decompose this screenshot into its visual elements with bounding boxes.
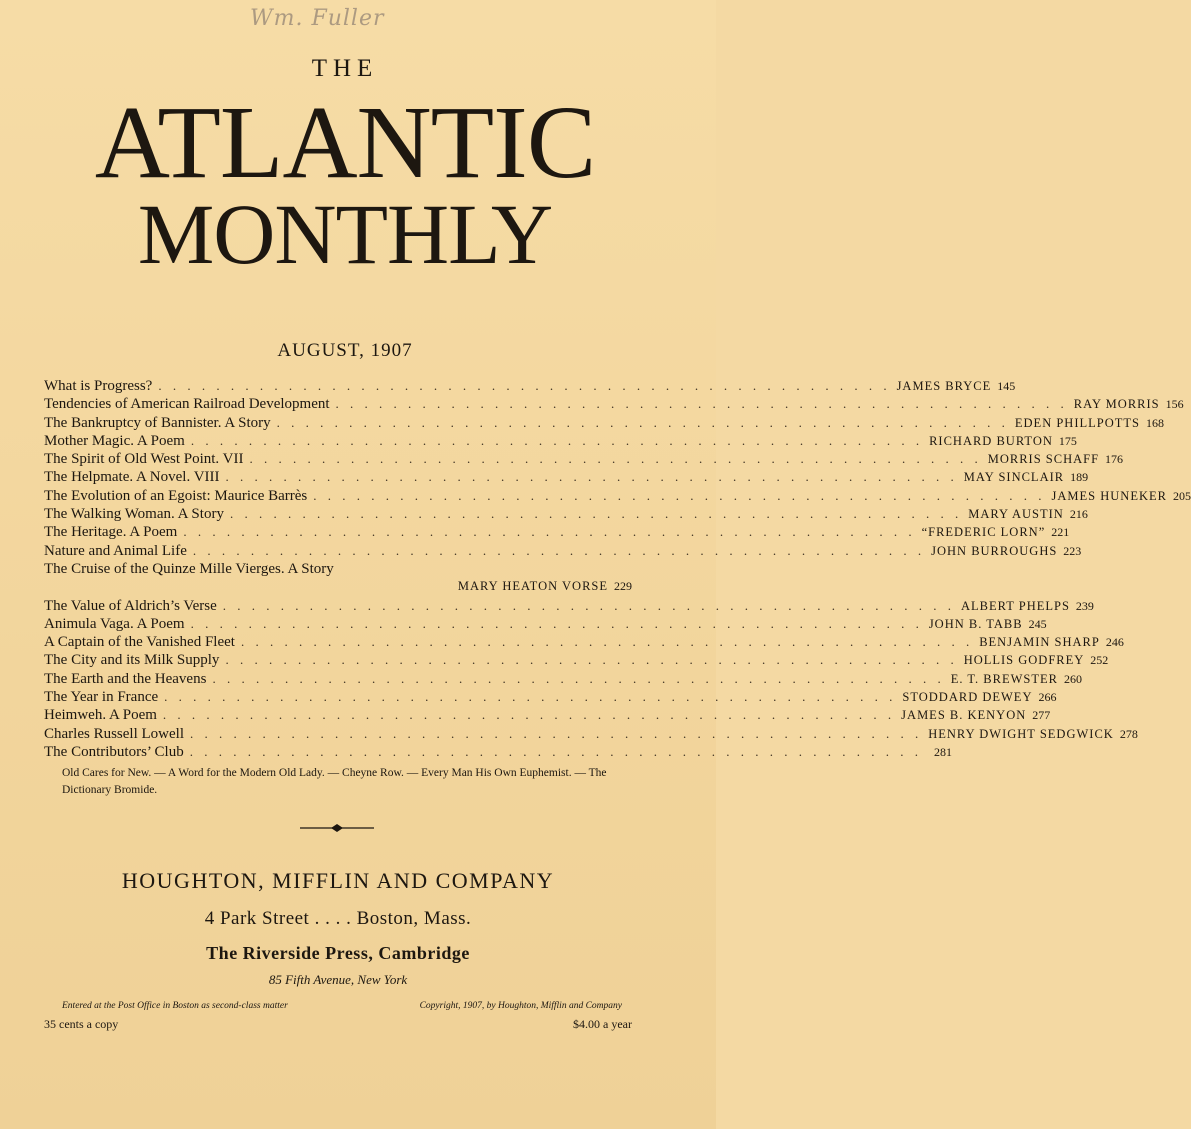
toc-leader-dots: . . . . . . . . . . . . . . . . . . . . . . . . . . . . . . . . . . . . . . . . . . . . . . . . . . .	[189, 725, 923, 741]
price-per-copy: 35 cents a copy	[44, 1017, 119, 1031]
toc-leader-dots: . . . . . . . . . . . . . . . . . . . . . . . . . . . . . . . . . . . . . . . . . . . . . . . . . . .	[164, 689, 897, 705]
toc-entry	[44, 707, 1051, 725]
toc-entry	[44, 414, 1164, 433]
copyright-notice: Copyright, 1907, by Houghton, Mifflin and Company	[419, 1001, 622, 1011]
toc-entry	[44, 579, 632, 597]
toc-article-title: The Walking Woman. A Story	[44, 506, 224, 523]
owner-signature: Wm. Fuller	[250, 6, 385, 31]
toc-page-number: 252	[1090, 653, 1109, 668]
toc-entry	[44, 432, 1077, 451]
toc-page-number: 176	[1105, 452, 1124, 467]
toc-page-number: 260	[1063, 671, 1082, 686]
toc-page-number: 189	[1070, 470, 1089, 485]
toc-author: JAMES BRYCE	[896, 379, 992, 393]
toc-page-number: 175	[1058, 433, 1077, 448]
toc-entry	[44, 689, 1057, 707]
toc-page-number: 281	[933, 744, 952, 759]
toc-article-title: Nature and Animal Life	[44, 542, 187, 559]
toc-page-number: 168	[1145, 415, 1164, 430]
toc-page-number: 246	[1105, 635, 1124, 650]
toc-leader-dots: . . . . . . . . . . . . . . . . . . . . . . . . . . . . . . . . . . . . . . . . . . . . . . . . . . .	[335, 396, 1068, 412]
toc-leader-dots: . . . . . . . . . . . . . . . . . . . . . . . . . . . . . . . . . . . . . . . . . . . . . . . . . . .	[189, 743, 922, 759]
price-per-year: $4.00 a year	[573, 1017, 632, 1031]
toc-entry	[44, 378, 1016, 396]
toc-article-title: The Year in France	[44, 689, 159, 706]
issue-date: AUGUST, 1907	[277, 340, 413, 361]
toc-page-number: 216	[1069, 507, 1088, 522]
toc-entry	[44, 615, 1047, 634]
toc-page-number: 205	[1172, 488, 1191, 503]
toc-entry	[44, 652, 1109, 670]
toc-article-title: A Captain of the Vanished Fleet	[44, 634, 235, 651]
toc-article-title: The Contributors’ Club	[44, 743, 184, 760]
publisher-name: HOUGHTON, MIFFLIN AND COMPANY	[121, 868, 555, 893]
toc-author: MARY AUSTIN	[968, 507, 1064, 522]
toc-article-title: Mother Magic. A Poem	[44, 432, 185, 449]
toc-author: EDEN PHILLPOTTS	[1014, 415, 1140, 430]
toc-leader-dots: . . . . . . . . . . . . . . . . . . . . . . . . . . . . . . . . . . . . . . . . . . . . . . . . . . .	[158, 378, 891, 393]
toc-author: STODDARD DEWEY	[902, 690, 1033, 705]
post-office-entry: Entered at the Post Office in Boston as second-class matter	[62, 1001, 288, 1011]
toc-leader-dots: . . . . . . . . . . . . . . . . . . . . . . . . . . . . . . . . . . . . . . . . . . . . . . . . . . .	[229, 506, 963, 522]
toc-entry	[44, 487, 1191, 506]
toc-entry	[44, 561, 632, 579]
publisher-address: 4 Park Street . . . . Boston, Mass.	[204, 908, 472, 929]
toc-page-number: 221	[1051, 525, 1070, 540]
toc-author: JOHN B. TABB	[928, 616, 1023, 631]
toc-entry	[44, 451, 1124, 469]
toc-article-title: The Evolution of an Egoist: Maurice Barrès	[44, 487, 308, 504]
toc-entry	[44, 634, 1124, 652]
toc-article-title: The Cruise of the Quinze Mille Vierges. A Story	[44, 560, 334, 577]
toc-entry	[44, 524, 1070, 542]
masthead-the: THE	[311, 55, 379, 82]
toc-page-number: 278	[1119, 726, 1138, 741]
new-york-address: 85 Fifth Avenue, New York	[268, 972, 408, 987]
toc-author: MARY HEATON VORSE	[457, 579, 608, 594]
toc-page-number: 245	[1028, 616, 1047, 631]
toc-page-number: 239	[1075, 598, 1094, 613]
toc-article-title: The Bankruptcy of Bannister. A Story	[44, 414, 271, 431]
toc-entry	[44, 743, 952, 762]
legal-notice	[62, 1001, 622, 1011]
toc-page-number: 266	[1038, 690, 1057, 705]
toc-author: JAMES B. KENYON	[901, 708, 1027, 723]
toc-author: HENRY DWIGHT SEDGWICK	[928, 726, 1114, 741]
riverside-press: The Riverside Press, Cambridge	[206, 943, 470, 963]
toc-article-title: What is Progress?	[44, 378, 153, 394]
toc-entry	[44, 542, 1082, 561]
toc-author: E. T. BREWSTER	[950, 671, 1058, 686]
toc-author: JAMES HUNEKER	[1051, 488, 1167, 503]
toc-leader-dots: . . . . . . . . . . . . . . . . . . . . . . . . . . . . . . . . . . . . . . . . . . . . . . . . . . .	[222, 597, 955, 613]
toc-page-number: 229	[614, 579, 632, 594]
toc-leader-dots: . . . . . . . . . . . . . . . . . . . . . . . . . . . . . . . . . . . . . . . . . . . . . . . . . . .	[212, 670, 945, 686]
toc-article-title: Heimweh. A Poem	[44, 707, 157, 724]
toc-entry	[44, 506, 1088, 524]
toc-leader-dots: . . . . . . . . . . . . . . . . . . . . . . . . . . . . . . . . . . . . . . . . . . . . . . . . . . .	[225, 652, 958, 668]
toc-article-title: The City and its Milk Supply	[44, 652, 220, 669]
toc-leader-dots: . . . . . . . . . . . . . . . . . . . . . . . . . . . . . . . . . . . . . . . . . . . . . . . . . . .	[276, 414, 1009, 430]
toc-author: HOLLIS GODFREY	[963, 653, 1085, 668]
toc-author: MAY SINCLAIR	[963, 470, 1065, 485]
toc-author: MORRIS SCHAFF	[987, 452, 1100, 467]
toc-entry	[44, 597, 1094, 616]
toc-leader-dots: . . . . . . . . . . . . . . . . . . . . . . . . . . . . . . . . . . . . . . . . . . . . . . . . . . .	[249, 451, 982, 467]
toc-leader-dots: . . . . . . . . . . . . . . . . . . . . . . . . . . . . . . . . . . . . . . . . . . . . . . . . . . .	[162, 707, 896, 723]
contributors-club-subtopics: Old Cares for New. — A Word for the Modern Old Lady. — Cheyne Row. — Every Man His Own Euphemist. — The Dictionary Bromide.	[62, 767, 607, 796]
table-of-contents	[44, 378, 1191, 762]
toc-leader-dots: . . . . . . . . . . . . . . . . . . . . . . . . . . . . . . . . . . . . . . . . . . . . . . . . . . .	[225, 469, 958, 485]
toc-author: RICHARD BURTON	[929, 433, 1053, 448]
toc-leader-dots: . . . . . . . . . . . . . . . . . . . . . . . . . . . . . . . . . . . . . . . . . . . . . . . . . . .	[190, 432, 924, 448]
toc-leader-dots: . . . . . . . . . . . . . . . . . . . . . . . . . . . . . . . . . . . . . . . . . . . . . . . . . . .	[192, 542, 926, 558]
toc-author: ALBERT PHELPS	[961, 598, 1070, 613]
ornament-divider-icon	[300, 822, 374, 834]
toc-page-number: 277	[1032, 708, 1051, 723]
toc-author: “FREDERIC LORN”	[921, 525, 1046, 540]
toc-article-title: Charles Russell Lowell	[44, 725, 184, 742]
toc-article-title: Animula Vaga. A Poem	[44, 615, 185, 632]
toc-page-number: 156	[1165, 397, 1184, 412]
toc-author: JOHN BURROUGHS	[931, 543, 1058, 558]
toc-leader-dots: . . . . . . . . . . . . . . . . . . . . . . . . . . . . . . . . . . . . . . . . . . . . . . . . . . .	[183, 524, 916, 540]
toc-entry	[44, 469, 1089, 487]
toc-entry	[44, 396, 1184, 414]
toc-leader-dots: . . . . . . . . . . . . . . . . . . . . . . . . . . . . . . . . . . . . . . . . . . . . . . . . . . .	[240, 634, 974, 650]
prices	[44, 1017, 632, 1032]
toc-leader-dots: . . . . . . . . . . . . . . . . . . . . . . . . . . . . . . . . . . . . . . . . . . . . . . . . . . .	[313, 487, 1046, 503]
toc-author: RAY MORRIS	[1073, 397, 1160, 412]
toc-entry	[44, 670, 1082, 689]
toc-page-number: 223	[1063, 543, 1082, 558]
toc-article-title: The Helpmate. A Novel. VIII	[44, 469, 220, 486]
toc-entry	[44, 725, 1138, 744]
toc-leader-dots: . . . . . . . . . . . . . . . . . . . . . . . . . . . . . . . . . . . . . . . . . . . . . . . . . . .	[190, 615, 923, 631]
toc-page-number: 145	[997, 379, 1016, 393]
toc-article-title: The Earth and the Heavens	[44, 670, 207, 687]
toc-article-title: The Value of Aldrich’s Verse	[44, 597, 217, 614]
masthead-atlantic: ATLANTIC	[94, 85, 596, 200]
toc-article-title: The Heritage. A Poem	[44, 524, 178, 541]
toc-article-title: The Spirit of Old West Point. VII	[44, 451, 244, 468]
masthead-monthly: MONTHLY	[137, 186, 553, 282]
toc-author: BENJAMIN SHARP	[979, 635, 1100, 650]
toc-article-title: Tendencies of American Railroad Development	[44, 396, 330, 413]
